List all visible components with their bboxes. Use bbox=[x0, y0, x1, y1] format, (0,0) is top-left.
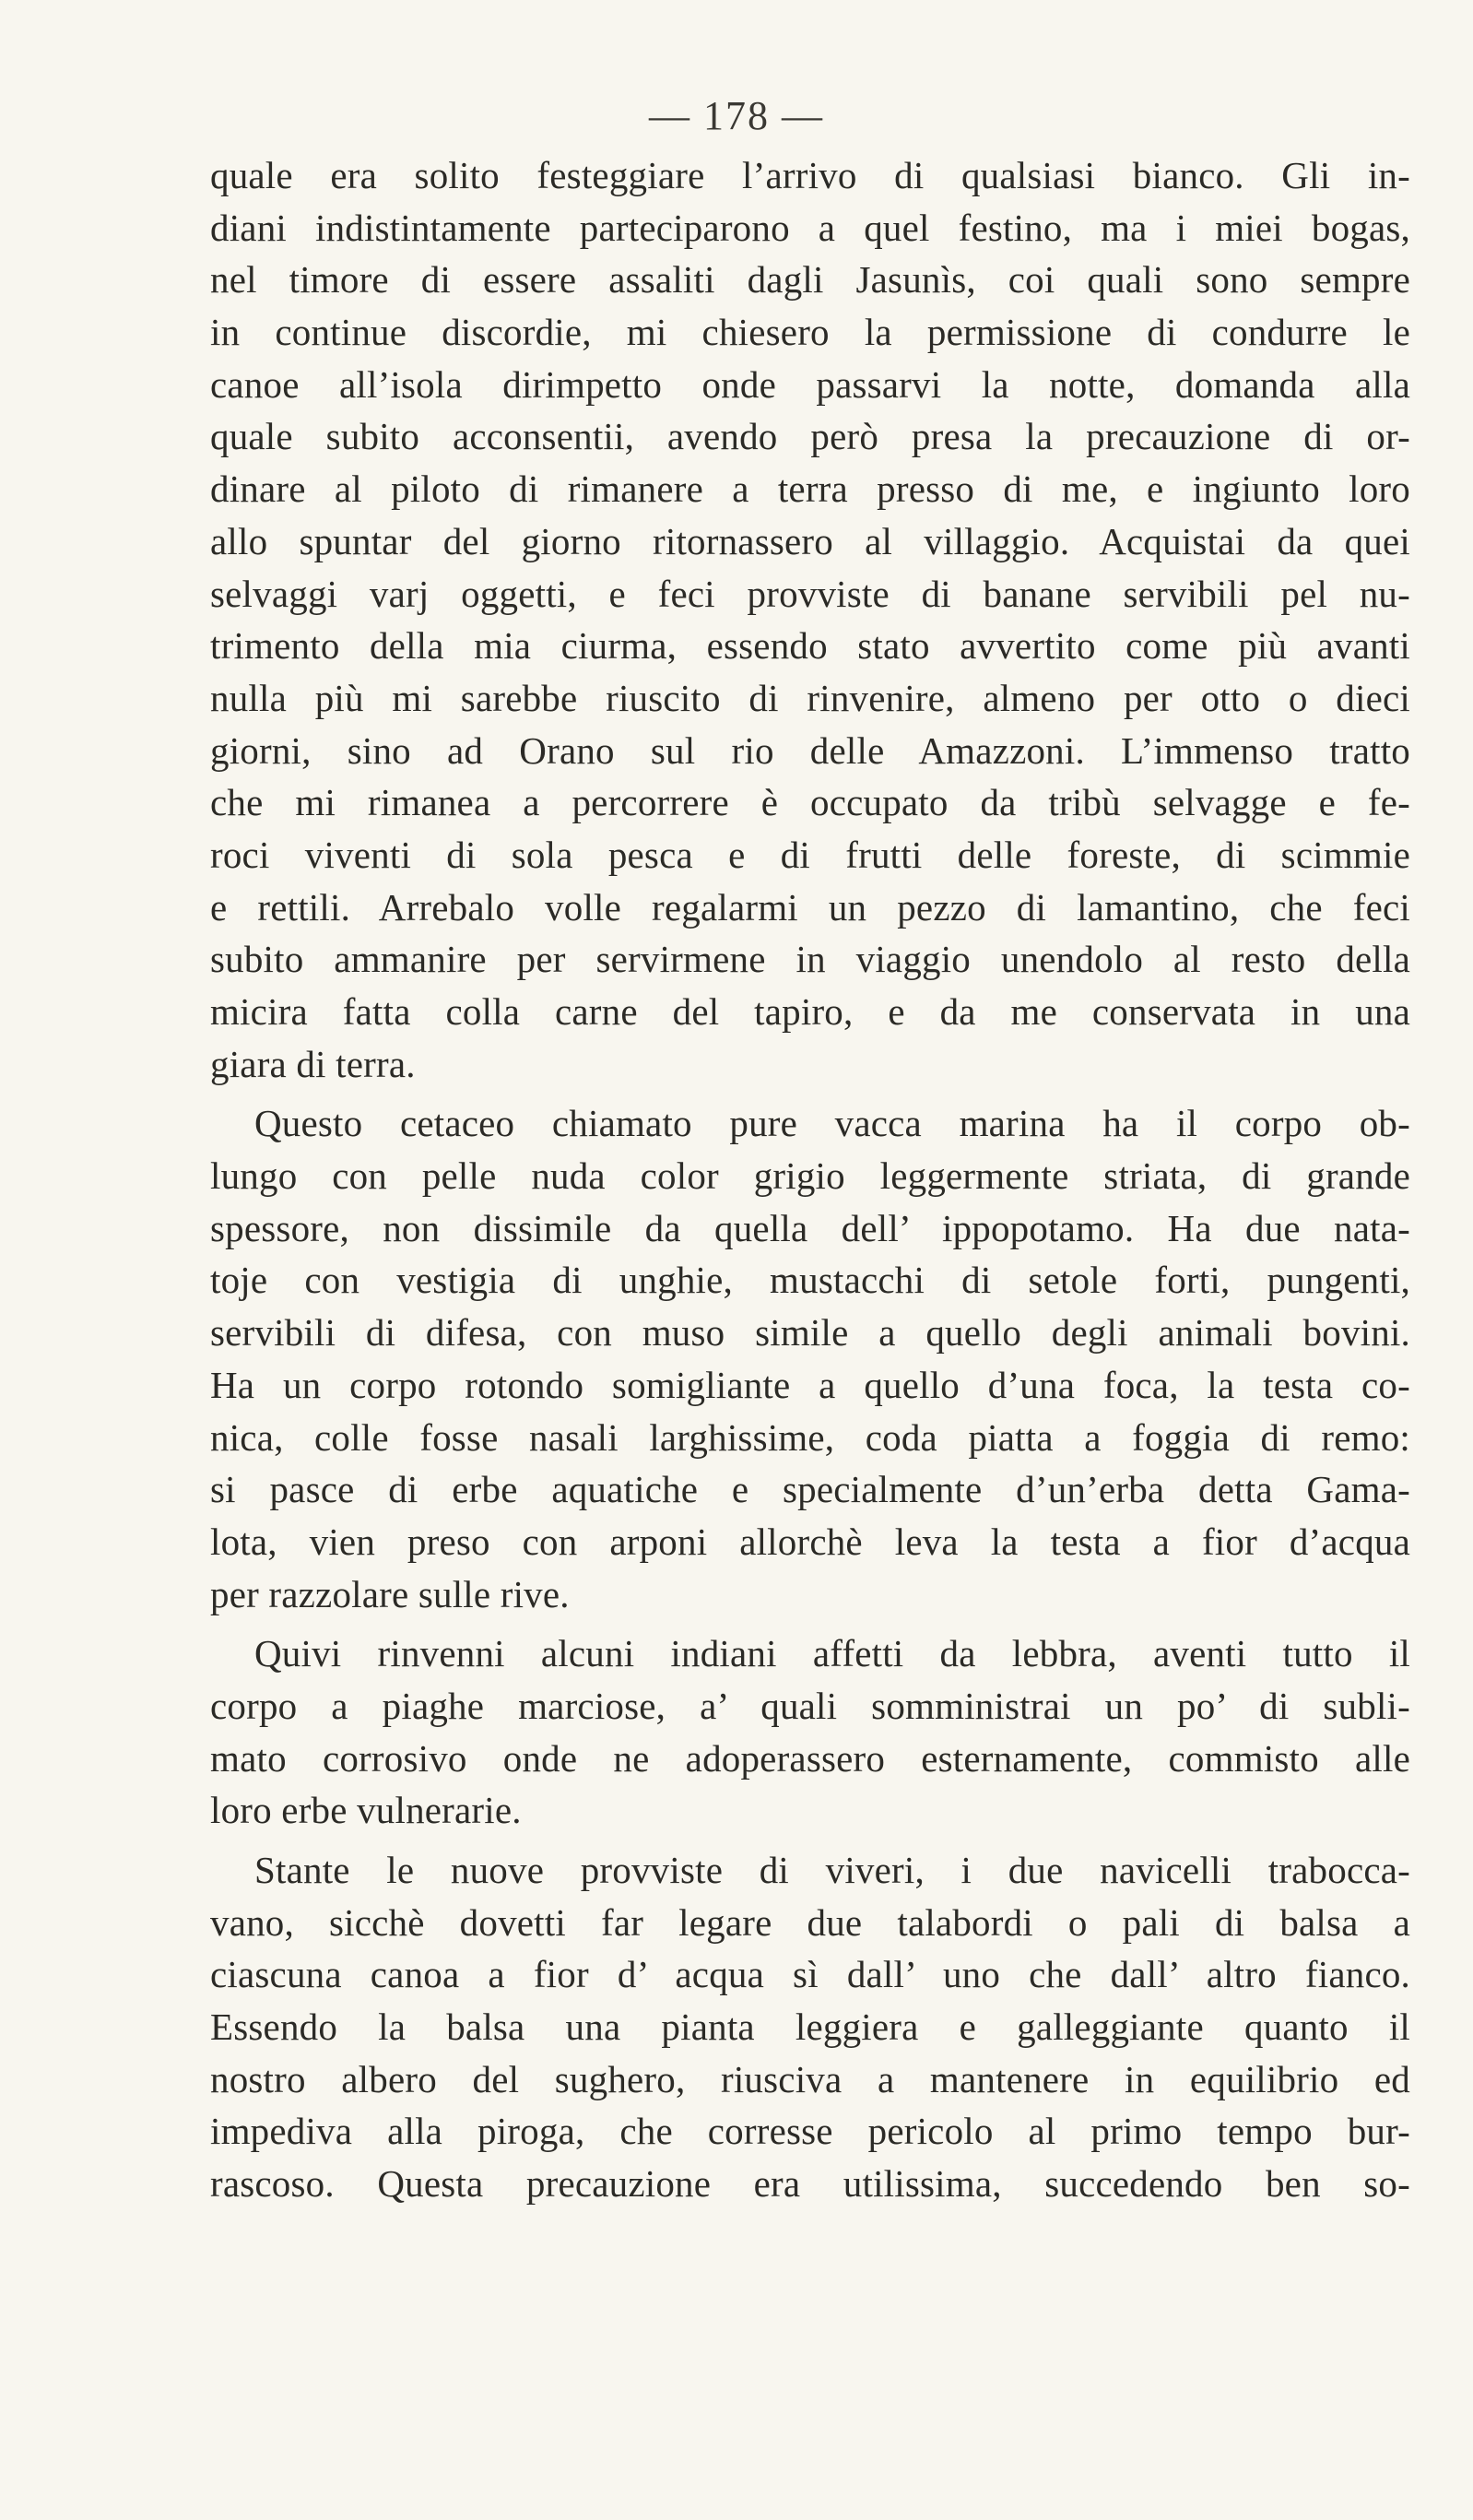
text-line: quale era solito festeggiare l’arrivo di qualsiasi bianco. Gli in- bbox=[210, 154, 1410, 196]
text-line: Stante le nuove provviste di viveri, i due navicelli trabocca- bbox=[254, 1849, 1410, 1891]
text-line: quale subito acconsentii, avendo però presa la precauzione di or- bbox=[210, 415, 1410, 458]
text-line: in continue discordie, mi chiesero la permissione di condurre le bbox=[210, 311, 1410, 354]
paragraph-4 bbox=[210, 1844, 1410, 2210]
text-line: mato corrosivo onde ne adoperassero esternamente, commisto alle bbox=[210, 1736, 1410, 1780]
text-line: nel timore di essere assaliti dagli Jasunìs, coi quali sono sempre bbox=[210, 258, 1410, 302]
text-line: nostro albero del sughero, riusciva a mantenere in equilibrio ed bbox=[210, 2057, 1410, 2100]
text-line: allo spuntar del giorno ritornassero al villaggio. Acquistai da quei bbox=[210, 519, 1410, 562]
text-line: subito ammanire per servirmene in viaggio unendolo al resto della bbox=[210, 938, 1410, 981]
page-number: — 178 — bbox=[649, 93, 824, 138]
text-line: micira fatta colla carne del tapiro, e da me conservata in una bbox=[210, 990, 1410, 1033]
text-line: Essendo la balsa una pianta leggiera e galleggiante quanto il bbox=[210, 2005, 1410, 2049]
text-line: rascoso. Questa precauzione era utilissima, succedendo ben so- bbox=[210, 2162, 1410, 2206]
text-line: nica, colle fosse nasali larghissime, coda piatta a foggia di remo: bbox=[210, 1415, 1410, 1459]
text-line: roci viventi di sola pesca e di frutti delle foreste, di scimmie bbox=[210, 833, 1410, 876]
text-line: loro erbe vulnerarie. bbox=[210, 1789, 522, 1832]
text-line: e rettili. Arrebalo volle regalarmi un pezzo di lamantino, che feci bbox=[210, 885, 1410, 929]
text-line: selvaggi varj oggetti, e feci provviste di banane servibili pel nu- bbox=[210, 572, 1410, 615]
text-line: Questo cetaceo chiamato pure vacca marina ha il corpo ob- bbox=[254, 1102, 1410, 1145]
text-line: Ha un corpo rotondo somigliante a quello d’una foca, la testa co- bbox=[210, 1363, 1410, 1406]
text-line: ciascuna canoa a fior d’ acqua sì dall’ uno che dall’ altro fianco. bbox=[210, 1953, 1410, 1996]
text-line: per razzolare sulle rive. bbox=[210, 1572, 570, 1615]
text-line: trimento della mia ciurma, essendo stato avvertito come più avanti bbox=[210, 624, 1410, 668]
paragraph-2 bbox=[210, 1097, 1410, 1620]
text-line: lota, vien preso con arponi allorchè leva la testa a fior d’acqua bbox=[210, 1520, 1410, 1563]
text-line: nulla più mi sarebbe riuscito di rinvenire, almeno per otto o dieci bbox=[210, 676, 1410, 719]
body-text bbox=[210, 149, 1410, 2210]
text-line: diani indistintamente parteciparono a quel festino, ma i miei bogas, bbox=[210, 206, 1410, 249]
paragraph-3 bbox=[210, 1627, 1410, 1837]
text-line: spessore, non dissimile da quella dell’ ippopotamo. Ha due nata- bbox=[210, 1206, 1410, 1249]
text-line: canoe all’isola dirimpetto onde passarvi la notte, domanda alla bbox=[210, 362, 1410, 406]
text-line: giara di terra. bbox=[210, 1042, 416, 1085]
text-line: vano, sicchè dovetti far legare due talabordi o pali di balsa a bbox=[210, 1900, 1410, 1944]
text-line: si pasce di erbe aquatiche e specialmente d’un’erba detta Gama- bbox=[210, 1468, 1410, 1511]
text-line: impediva alla piroga, che corresse pericolo al primo tempo bur- bbox=[210, 2110, 1410, 2153]
text-line: lungo con pelle nuda color grigio leggermente striata, di grande bbox=[210, 1154, 1410, 1198]
text-line: toje con vestigia di unghie, mustacchi di setole forti, pungenti, bbox=[210, 1259, 1410, 1302]
text-line: che mi rimanea a percorrere è occupato da tribù selvagge e fe- bbox=[210, 781, 1410, 824]
paragraph-1 bbox=[210, 149, 1410, 1090]
text-line: dinare al piloto di rimanere a terra presso di me, e ingiunto loro bbox=[210, 467, 1410, 511]
text-line: giorni, sino ad Orano sul rio delle Amazzoni. L’immenso tratto bbox=[210, 728, 1410, 772]
text-line: Quivi rinvenni alcuni indiani affetti da lebbra, aventi tutto il bbox=[254, 1632, 1410, 1675]
text-line: servibili di difesa, con muso simile a quello degli animali bovini. bbox=[210, 1311, 1410, 1355]
text-line: corpo a piaghe marciose, a’ quali somministrai un po’ di subli- bbox=[210, 1684, 1410, 1727]
